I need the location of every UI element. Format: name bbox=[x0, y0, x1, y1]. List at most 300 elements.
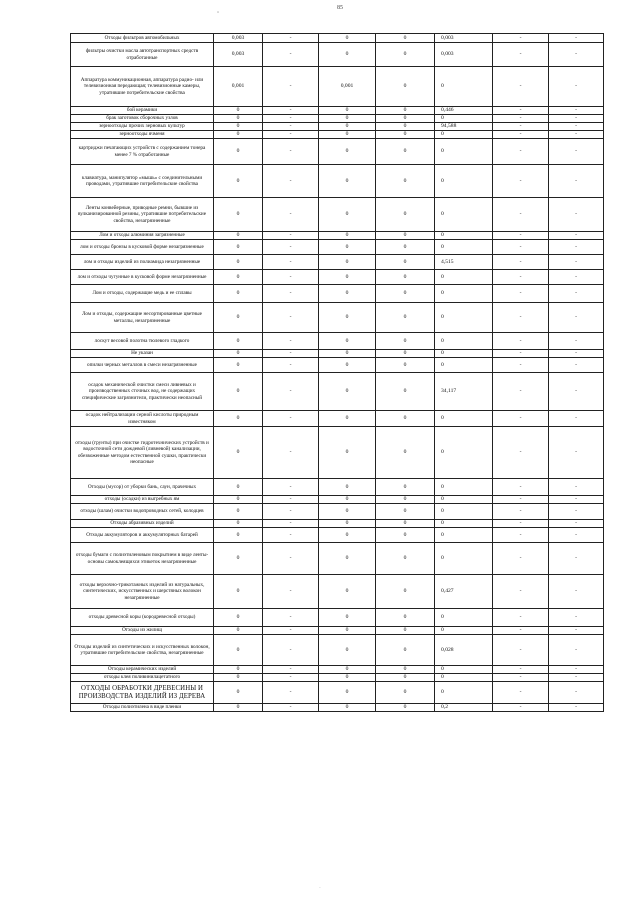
value-cell-col-2: - bbox=[263, 520, 319, 528]
value-cell-col-5: 0 bbox=[435, 358, 493, 373]
value-cell-col-5: 34,117 bbox=[435, 373, 493, 411]
value-cell-col-3: 0 bbox=[319, 543, 376, 575]
value-cell-col-6: - bbox=[493, 333, 549, 350]
value-cell-col-5: 0 bbox=[435, 115, 493, 123]
value-cell-col-5: 0 bbox=[435, 131, 493, 139]
value-cell-col-5: 0 bbox=[435, 67, 493, 107]
value-cell-col-6: - bbox=[493, 232, 549, 240]
waste-name-cell: Лом и отходы, содержащие несортированные цветные металлы, незагрязненные bbox=[71, 303, 214, 333]
value-cell-col-5: 0 bbox=[435, 165, 493, 198]
value-cell-col-4: 0 bbox=[376, 704, 435, 712]
value-cell-col-1: 0 bbox=[214, 350, 263, 358]
waste-name-cell: отходы верхочно-трикотажных изделий из натуральных, синтетических, искусственных и шерстяных волокон незагрязненные bbox=[71, 575, 214, 609]
value-cell-col-4: 0 bbox=[376, 232, 435, 240]
table-row bbox=[71, 67, 604, 107]
value-cell-col-5: 0,003 bbox=[435, 34, 493, 43]
value-cell-col-3: 0 bbox=[319, 232, 376, 240]
waste-name-cell: осадок нейтрализации серной кислоты природным известняком bbox=[71, 411, 214, 427]
waste-name-cell: Аппаратура коммуникационная, аппаратура радио- или телевизионная передающая; телевизионные камеры, утратившие потребительские свойства bbox=[71, 67, 214, 107]
table-row bbox=[71, 411, 604, 427]
value-cell-col-3: 0 bbox=[319, 411, 376, 427]
waste-name-cell: брак заготовок сборочных узлов bbox=[71, 115, 214, 123]
value-cell-col-1: 0 bbox=[214, 504, 263, 520]
value-cell-col-5: 0 bbox=[435, 198, 493, 232]
value-cell-col-4: 0 bbox=[376, 303, 435, 333]
value-cell-col-4: 0 bbox=[376, 543, 435, 575]
value-cell-col-4: 0 bbox=[376, 504, 435, 520]
waste-name-cell: отходы (грунты) при очистке гидротехнических устройств и водосточной сети дождевой (ливневой) канализации, обезвоженные методом естественной сушки, практически неопасные bbox=[71, 427, 214, 479]
value-cell-col-4: 0 bbox=[376, 496, 435, 504]
value-cell-col-5: 0 bbox=[435, 520, 493, 528]
value-cell-col-5: 0 bbox=[435, 139, 493, 165]
table-row bbox=[71, 131, 604, 139]
value-cell-col-1: 0 bbox=[214, 575, 263, 609]
value-cell-col-4: 0 bbox=[376, 255, 435, 270]
value-cell-col-2: - bbox=[263, 285, 319, 303]
value-cell-col-1: 0 bbox=[214, 232, 263, 240]
value-cell-col-7: - bbox=[549, 285, 604, 303]
value-cell-col-1: 0,003 bbox=[214, 34, 263, 43]
waste-name-cell: лоскут весовой полотна тюлевого гладкого bbox=[71, 333, 214, 350]
value-cell-col-1: 0 bbox=[214, 520, 263, 528]
waste-name-cell: Отходы из жилищ bbox=[71, 627, 214, 635]
value-cell-col-2: - bbox=[263, 43, 319, 67]
value-cell-col-7: - bbox=[549, 411, 604, 427]
value-cell-col-4: 0 bbox=[376, 34, 435, 43]
value-cell-col-6: - bbox=[493, 635, 549, 666]
table-row bbox=[71, 682, 604, 704]
value-cell-col-7: - bbox=[549, 674, 604, 682]
value-cell-col-2: - bbox=[263, 479, 319, 496]
table-row bbox=[71, 427, 604, 479]
value-cell-col-2: - bbox=[263, 123, 319, 131]
value-cell-col-2: - bbox=[263, 543, 319, 575]
value-cell-col-2: - bbox=[263, 666, 319, 674]
value-cell-col-3: 0 bbox=[319, 496, 376, 504]
waste-name-cell: Отходы аккумуляторов и аккумуляторных батарей bbox=[71, 528, 214, 543]
value-cell-col-7: - bbox=[549, 627, 604, 635]
value-cell-col-4: 0 bbox=[376, 240, 435, 255]
waste-name-cell: Отходы керамических изделий bbox=[71, 666, 214, 674]
value-cell-col-6: - bbox=[493, 34, 549, 43]
value-cell-col-4: 0 bbox=[376, 107, 435, 115]
value-cell-col-1: 0 bbox=[214, 240, 263, 255]
value-cell-col-1: 0 bbox=[214, 373, 263, 411]
waste-name-cell: Лом и отходы алюминия загрязненные bbox=[71, 232, 214, 240]
value-cell-col-1: 0 bbox=[214, 131, 263, 139]
value-cell-col-1: 0 bbox=[214, 627, 263, 635]
footer-mark: · bbox=[319, 886, 321, 891]
value-cell-col-4: 0 bbox=[376, 350, 435, 358]
value-cell-col-1: 0 bbox=[214, 704, 263, 712]
value-cell-col-3: 0 bbox=[319, 43, 376, 67]
value-cell-col-5: 0 bbox=[435, 333, 493, 350]
value-cell-col-6: - bbox=[493, 682, 549, 704]
value-cell-col-2: - bbox=[263, 115, 319, 123]
waste-name-cell: отходы бумаги с полиэтиленовым покрытием в виде ленты-основы самоклеящихся этикеток незагрязненные bbox=[71, 543, 214, 575]
value-cell-col-5: 0,028 bbox=[435, 635, 493, 666]
waste-name-cell: фильтры очистки масла автотранспортных средств отработанные bbox=[71, 43, 214, 67]
value-cell-col-5: 0 bbox=[435, 285, 493, 303]
value-cell-col-4: 0 bbox=[376, 123, 435, 131]
value-cell-col-2: - bbox=[263, 240, 319, 255]
value-cell-col-5: 0 bbox=[435, 528, 493, 543]
value-cell-col-2: - bbox=[263, 303, 319, 333]
waste-name-cell: зерноотходы прочих зерновых культур bbox=[71, 123, 214, 131]
value-cell-col-3: 0 bbox=[319, 303, 376, 333]
value-cell-col-1: 0 bbox=[214, 107, 263, 115]
value-cell-col-3: 0 bbox=[319, 115, 376, 123]
waste-table-body bbox=[71, 34, 604, 712]
value-cell-col-2: - bbox=[263, 333, 319, 350]
value-cell-col-1: 0 bbox=[214, 609, 263, 627]
value-cell-col-7: - bbox=[549, 479, 604, 496]
value-cell-col-4: 0 bbox=[376, 682, 435, 704]
table-row bbox=[71, 627, 604, 635]
value-cell-col-1: 0 bbox=[214, 123, 263, 131]
value-cell-col-1: 0 bbox=[214, 285, 263, 303]
waste-table bbox=[70, 33, 604, 712]
value-cell-col-7: - bbox=[549, 358, 604, 373]
value-cell-col-3: 0 bbox=[319, 285, 376, 303]
value-cell-col-6: - bbox=[493, 285, 549, 303]
table-row bbox=[71, 123, 604, 131]
value-cell-col-2: - bbox=[263, 34, 319, 43]
table-row bbox=[71, 373, 604, 411]
value-cell-col-1: 0 bbox=[214, 139, 263, 165]
table-row bbox=[71, 504, 604, 520]
value-cell-col-5: 0 bbox=[435, 543, 493, 575]
table-row bbox=[71, 285, 604, 303]
value-cell-col-5: 0 bbox=[435, 303, 493, 333]
value-cell-col-3: 0 bbox=[319, 34, 376, 43]
value-cell-col-4: 0 bbox=[376, 358, 435, 373]
value-cell-col-3: 0 bbox=[319, 333, 376, 350]
value-cell-col-6: - bbox=[493, 704, 549, 712]
waste-name-cell: лом и отходы изделий из полиамида незагрязненные bbox=[71, 255, 214, 270]
value-cell-col-3: 0 bbox=[319, 358, 376, 373]
value-cell-col-6: - bbox=[493, 115, 549, 123]
value-cell-col-7: - bbox=[549, 575, 604, 609]
value-cell-col-2: - bbox=[263, 232, 319, 240]
value-cell-col-7: - bbox=[549, 115, 604, 123]
value-cell-col-1: 0 bbox=[214, 543, 263, 575]
value-cell-col-7: - bbox=[549, 270, 604, 285]
value-cell-col-5: 0 bbox=[435, 411, 493, 427]
value-cell-col-3: 0 bbox=[319, 504, 376, 520]
value-cell-col-7: - bbox=[549, 635, 604, 666]
table-row bbox=[71, 666, 604, 674]
value-cell-col-2: - bbox=[263, 107, 319, 115]
value-cell-col-5: 0,2 bbox=[435, 704, 493, 712]
waste-name-cell: осадок механической очистки смеси ливневых и производственных сточных вод, не содержащих специфические загрязнители, практически неопасный bbox=[71, 373, 214, 411]
value-cell-col-6: - bbox=[493, 270, 549, 285]
value-cell-col-5: 0,003 bbox=[435, 43, 493, 67]
value-cell-col-5: 94,588 bbox=[435, 123, 493, 131]
value-cell-col-6: - bbox=[493, 674, 549, 682]
value-cell-col-3: 0 bbox=[319, 123, 376, 131]
value-cell-col-4: 0 bbox=[376, 427, 435, 479]
value-cell-col-4: 0 bbox=[376, 285, 435, 303]
value-cell-col-1: 0 bbox=[214, 674, 263, 682]
waste-name-cell: клавиатура, манипулятор «мышь» с соединительными проводами, утратившие потребительские свойства bbox=[71, 165, 214, 198]
value-cell-col-3: 0 bbox=[319, 198, 376, 232]
value-cell-col-2: - bbox=[263, 198, 319, 232]
value-cell-col-3: 0 bbox=[319, 427, 376, 479]
value-cell-col-7: - bbox=[549, 123, 604, 131]
table-row bbox=[71, 232, 604, 240]
value-cell-col-1: 0,003 bbox=[214, 43, 263, 67]
value-cell-col-6: - bbox=[493, 67, 549, 107]
value-cell-col-5: 0 bbox=[435, 270, 493, 285]
value-cell-col-4: 0 bbox=[376, 479, 435, 496]
value-cell-col-2: - bbox=[263, 139, 319, 165]
value-cell-col-5: 4,515 bbox=[435, 255, 493, 270]
value-cell-col-4: 0 bbox=[376, 43, 435, 67]
value-cell-col-3: 0 bbox=[319, 139, 376, 165]
value-cell-col-3: 0 bbox=[319, 682, 376, 704]
value-cell-col-7: - bbox=[549, 34, 604, 43]
value-cell-col-6: - bbox=[493, 107, 549, 115]
value-cell-col-5: 0 bbox=[435, 674, 493, 682]
table-row bbox=[71, 635, 604, 666]
value-cell-col-5: 0 bbox=[435, 427, 493, 479]
value-cell-col-3: 0 bbox=[319, 350, 376, 358]
value-cell-col-5: 0 bbox=[435, 609, 493, 627]
table-row bbox=[71, 520, 604, 528]
value-cell-col-4: 0 bbox=[376, 270, 435, 285]
table-row bbox=[71, 34, 604, 43]
value-cell-col-5: 0 bbox=[435, 504, 493, 520]
table-row bbox=[71, 479, 604, 496]
value-cell-col-6: - bbox=[493, 358, 549, 373]
value-cell-col-6: - bbox=[493, 528, 549, 543]
value-cell-col-6: - bbox=[493, 609, 549, 627]
value-cell-col-7: - bbox=[549, 333, 604, 350]
table-row bbox=[71, 139, 604, 165]
value-cell-col-3: 0,001 bbox=[319, 67, 376, 107]
value-cell-col-6: - bbox=[493, 123, 549, 131]
value-cell-col-5: 0 bbox=[435, 350, 493, 358]
value-cell-col-5: 0 bbox=[435, 479, 493, 496]
value-cell-col-2: - bbox=[263, 255, 319, 270]
table-row bbox=[71, 240, 604, 255]
value-cell-col-4: 0 bbox=[376, 165, 435, 198]
value-cell-col-1: 0 bbox=[214, 115, 263, 123]
value-cell-col-1: 0 bbox=[214, 682, 263, 704]
value-cell-col-6: - bbox=[493, 427, 549, 479]
value-cell-col-5: 0 bbox=[435, 496, 493, 504]
value-cell-col-3: 0 bbox=[319, 575, 376, 609]
table-row bbox=[71, 43, 604, 67]
value-cell-col-1: 0 bbox=[214, 358, 263, 373]
value-cell-col-4: 0 bbox=[376, 520, 435, 528]
scan-mark: ˇ bbox=[217, 12, 219, 18]
waste-name-cell: Отходы абразивных изделий bbox=[71, 520, 214, 528]
value-cell-col-1: 0 bbox=[214, 635, 263, 666]
value-cell-col-5: 0 bbox=[435, 627, 493, 635]
waste-name-cell: Лом и отходы, содержащие медь и ее сплавы bbox=[71, 285, 214, 303]
value-cell-col-6: - bbox=[493, 139, 549, 165]
value-cell-col-2: - bbox=[263, 496, 319, 504]
value-cell-col-7: - bbox=[549, 520, 604, 528]
value-cell-col-2: - bbox=[263, 674, 319, 682]
value-cell-col-2: - bbox=[263, 373, 319, 411]
value-cell-col-6: - bbox=[493, 198, 549, 232]
value-cell-col-6: - bbox=[493, 165, 549, 198]
value-cell-col-1: 0 bbox=[214, 666, 263, 674]
value-cell-col-7: - bbox=[549, 198, 604, 232]
value-cell-col-7: - bbox=[549, 240, 604, 255]
value-cell-col-7: - bbox=[549, 350, 604, 358]
value-cell-col-3: 0 bbox=[319, 240, 376, 255]
value-cell-col-1: 0 bbox=[214, 427, 263, 479]
value-cell-col-4: 0 bbox=[376, 373, 435, 411]
waste-name-cell: Отходы полиэтилена в виде пленки bbox=[71, 704, 214, 712]
page-number: 85 bbox=[337, 5, 343, 11]
value-cell-col-3: 0 bbox=[319, 270, 376, 285]
table-row bbox=[71, 674, 604, 682]
value-cell-col-6: - bbox=[493, 479, 549, 496]
value-cell-col-4: 0 bbox=[376, 115, 435, 123]
waste-name-cell: Отходы фильтров автомобильных bbox=[71, 34, 214, 43]
value-cell-col-4: 0 bbox=[376, 67, 435, 107]
value-cell-col-3: 0 bbox=[319, 255, 376, 270]
table-row bbox=[71, 350, 604, 358]
value-cell-col-7: - bbox=[549, 704, 604, 712]
value-cell-col-1: 0 bbox=[214, 496, 263, 504]
table-row bbox=[71, 333, 604, 350]
value-cell-col-1: 0 bbox=[214, 411, 263, 427]
value-cell-col-3: 0 bbox=[319, 131, 376, 139]
value-cell-col-7: - bbox=[549, 139, 604, 165]
value-cell-col-7: - bbox=[549, 543, 604, 575]
value-cell-col-1: 0 bbox=[214, 165, 263, 198]
waste-name-cell: отходы клея поливинилацетатного bbox=[71, 674, 214, 682]
value-cell-col-2: - bbox=[263, 704, 319, 712]
value-cell-col-7: - bbox=[549, 528, 604, 543]
value-cell-col-1: 0 bbox=[214, 303, 263, 333]
value-cell-col-2: - bbox=[263, 504, 319, 520]
table-row bbox=[71, 496, 604, 504]
value-cell-col-1: 0 bbox=[214, 333, 263, 350]
table-row bbox=[71, 270, 604, 285]
waste-name-cell: лом и отходы чугунные в кусковой форме незагрязненные bbox=[71, 270, 214, 285]
value-cell-col-7: - bbox=[549, 496, 604, 504]
value-cell-col-2: - bbox=[263, 350, 319, 358]
value-cell-col-6: - bbox=[493, 543, 549, 575]
value-cell-col-1: 0,001 bbox=[214, 67, 263, 107]
table-row bbox=[71, 165, 604, 198]
value-cell-col-3: 0 bbox=[319, 666, 376, 674]
value-cell-col-3: 0 bbox=[319, 373, 376, 411]
value-cell-col-7: - bbox=[549, 427, 604, 479]
value-cell-col-5: 0 bbox=[435, 666, 493, 674]
table-row bbox=[71, 255, 604, 270]
value-cell-col-5: 0 bbox=[435, 232, 493, 240]
table-row bbox=[71, 609, 604, 627]
waste-name-cell: Отходы изделий из синтетических и искусственных волокон, утратившие потребительские свойства, незагрязненные bbox=[71, 635, 214, 666]
value-cell-col-5: 0 bbox=[435, 240, 493, 255]
value-cell-col-4: 0 bbox=[376, 666, 435, 674]
value-cell-col-2: - bbox=[263, 165, 319, 198]
value-cell-col-6: - bbox=[493, 504, 549, 520]
value-cell-col-5: 0 bbox=[435, 682, 493, 704]
value-cell-col-6: - bbox=[493, 255, 549, 270]
value-cell-col-4: 0 bbox=[376, 627, 435, 635]
value-cell-col-7: - bbox=[549, 504, 604, 520]
waste-name-cell: картриджи печатающих устройств с содержанием тонера менее 7 % отработанные bbox=[71, 139, 214, 165]
value-cell-col-6: - bbox=[493, 666, 549, 674]
value-cell-col-6: - bbox=[493, 411, 549, 427]
table-row bbox=[71, 358, 604, 373]
value-cell-col-7: - bbox=[549, 67, 604, 107]
value-cell-col-2: - bbox=[263, 270, 319, 285]
waste-name-cell: Не указан bbox=[71, 350, 214, 358]
value-cell-col-4: 0 bbox=[376, 198, 435, 232]
value-cell-col-6: - bbox=[493, 350, 549, 358]
value-cell-col-7: - bbox=[549, 666, 604, 674]
value-cell-col-4: 0 bbox=[376, 333, 435, 350]
waste-name-cell: Ленты конвейерные, приводные ремни, бывшие из вулканизированной резины, утратившие потребительские свойства, незагрязненные bbox=[71, 198, 214, 232]
table-row bbox=[71, 303, 604, 333]
waste-name-cell: лом и отходы бронзы в кусковой форме незагрязненные bbox=[71, 240, 214, 255]
value-cell-col-3: 0 bbox=[319, 704, 376, 712]
value-cell-col-2: - bbox=[263, 358, 319, 373]
waste-name-cell: ОТХОДЫ ОБРАБОТКИ ДРЕВЕСИНЫ И ПРОИЗВОДСТВА ИЗДЕЛИЙ ИЗ ДЕРЕВА bbox=[71, 682, 214, 704]
value-cell-col-7: - bbox=[549, 43, 604, 67]
value-cell-col-4: 0 bbox=[376, 139, 435, 165]
value-cell-col-4: 0 bbox=[376, 635, 435, 666]
value-cell-col-1: 0 bbox=[214, 528, 263, 543]
value-cell-col-4: 0 bbox=[376, 575, 435, 609]
value-cell-col-3: 0 bbox=[319, 627, 376, 635]
value-cell-col-3: 0 bbox=[319, 479, 376, 496]
value-cell-col-3: 0 bbox=[319, 635, 376, 666]
value-cell-col-7: - bbox=[549, 107, 604, 115]
value-cell-col-3: 0 bbox=[319, 165, 376, 198]
value-cell-col-3: 0 bbox=[319, 528, 376, 543]
value-cell-col-6: - bbox=[493, 575, 549, 609]
table-row bbox=[71, 107, 604, 115]
value-cell-col-7: - bbox=[549, 373, 604, 411]
waste-name-cell: зерноотходы ячменя bbox=[71, 131, 214, 139]
value-cell-col-6: - bbox=[493, 627, 549, 635]
value-cell-col-3: 0 bbox=[319, 520, 376, 528]
waste-name-cell: Отходы (мусор) от уборки бань, саун, прачечных bbox=[71, 479, 214, 496]
waste-name-cell: отходы древесной коры (кородревесной отходы) bbox=[71, 609, 214, 627]
waste-name-cell: отходы (осадки) из выгребных ям bbox=[71, 496, 214, 504]
table-row bbox=[71, 198, 604, 232]
value-cell-col-3: 0 bbox=[319, 107, 376, 115]
value-cell-col-4: 0 bbox=[376, 131, 435, 139]
value-cell-col-4: 0 bbox=[376, 609, 435, 627]
value-cell-col-2: - bbox=[263, 528, 319, 543]
value-cell-col-1: 0 bbox=[214, 255, 263, 270]
value-cell-col-7: - bbox=[549, 255, 604, 270]
value-cell-col-5: 0,427 bbox=[435, 575, 493, 609]
value-cell-col-7: - bbox=[549, 303, 604, 333]
value-cell-col-3: 0 bbox=[319, 609, 376, 627]
value-cell-col-7: - bbox=[549, 609, 604, 627]
value-cell-col-7: - bbox=[549, 682, 604, 704]
value-cell-col-7: - bbox=[549, 131, 604, 139]
value-cell-col-6: - bbox=[493, 520, 549, 528]
table-row bbox=[71, 528, 604, 543]
value-cell-col-1: 0 bbox=[214, 479, 263, 496]
value-cell-col-2: - bbox=[263, 627, 319, 635]
value-cell-col-1: 0 bbox=[214, 270, 263, 285]
